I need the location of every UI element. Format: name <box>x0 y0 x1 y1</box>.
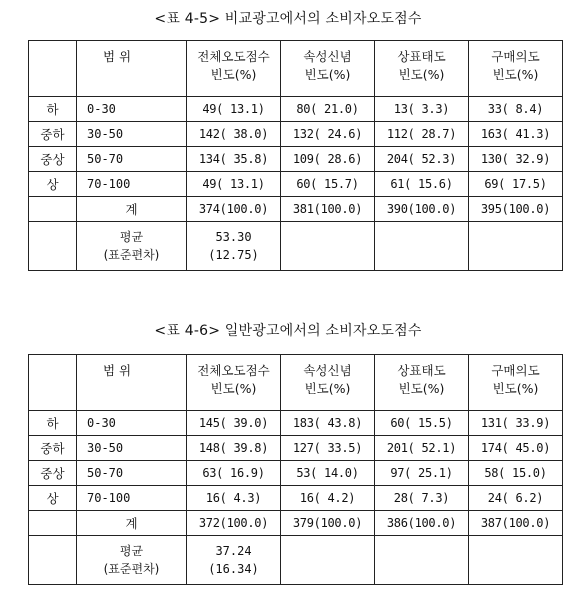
value-cell: 109( 28.6) <box>281 147 375 172</box>
row-label: 중상 <box>29 147 77 172</box>
range-cell: 50-70 <box>77 461 187 486</box>
value-cell: 183( 43.8) <box>281 411 375 436</box>
total-label: 계 <box>77 197 187 222</box>
blank-cell <box>469 222 563 271</box>
value-cell: 60( 15.7) <box>281 172 375 197</box>
header-row <box>29 41 563 97</box>
row-label: 하 <box>29 97 77 122</box>
header-attribute-belief: 속성신념 빈도(%) <box>281 355 375 411</box>
value-cell: 130( 32.9) <box>469 147 563 172</box>
average-label: 평균 (표준편차) <box>77 536 187 585</box>
total-cell: 395(100.0) <box>469 197 563 222</box>
blank-cell <box>281 536 375 585</box>
row-label: 중하 <box>29 122 77 147</box>
total-cell: 386(100.0) <box>375 511 469 536</box>
header-brand-attitude: 상표태도 빈도(%) <box>375 41 469 97</box>
header-purchase-intent: 구매의도 빈도(%) <box>469 41 563 97</box>
value-cell: 80( 21.0) <box>281 97 375 122</box>
header-attribute-belief: 속성신념 빈도(%) <box>281 41 375 97</box>
value-cell: 16( 4.2) <box>281 486 375 511</box>
range-cell: 50-70 <box>77 147 187 172</box>
value-cell: 127( 33.5) <box>281 436 375 461</box>
value-cell: 60( 15.5) <box>375 411 469 436</box>
header-blank-cell <box>29 41 77 97</box>
header-range: 범 위 <box>77 355 187 411</box>
average-value: 53.30 (12.75) <box>187 222 281 271</box>
value-cell: 163( 41.3) <box>469 122 563 147</box>
blank-cell <box>281 222 375 271</box>
header-purchase-intent: 구매의도 빈도(%) <box>469 355 563 411</box>
value-cell: 131( 33.9) <box>469 411 563 436</box>
value-cell: 145( 39.0) <box>187 411 281 436</box>
value-cell: 201( 52.1) <box>375 436 469 461</box>
total-cell: 379(100.0) <box>281 511 375 536</box>
value-cell: 63( 16.9) <box>187 461 281 486</box>
table-row <box>29 122 563 147</box>
header-brand-attitude: 상표태도 빈도(%) <box>375 355 469 411</box>
row-label: 중하 <box>29 436 77 461</box>
row-label: 하 <box>29 411 77 436</box>
table-row <box>29 147 563 172</box>
total-row <box>29 511 563 536</box>
header-total-score: 전체오도점수 빈도(%) <box>187 355 281 411</box>
value-cell: 53( 14.0) <box>281 461 375 486</box>
average-row <box>29 222 563 271</box>
total-cell: 381(100.0) <box>281 197 375 222</box>
range-cell: 30-50 <box>77 436 187 461</box>
value-cell: 204( 52.3) <box>375 147 469 172</box>
value-cell: 97( 25.1) <box>375 461 469 486</box>
value-cell: 28( 7.3) <box>375 486 469 511</box>
value-cell: 58( 15.0) <box>469 461 563 486</box>
value-cell: 33( 8.4) <box>469 97 563 122</box>
table-row <box>29 486 563 511</box>
table-caption: <표 4-6> 일반광고에서의 소비자오도점수 <box>154 323 422 339</box>
range-cell: 0-30 <box>77 411 187 436</box>
value-cell: 61( 15.6) <box>375 172 469 197</box>
header-range: 범 위 <box>77 41 187 97</box>
header-total-score: 전체오도점수 빈도(%) <box>187 41 281 97</box>
table-row <box>29 411 563 436</box>
header-row <box>29 355 563 411</box>
data-table-comparative-ads <box>28 40 563 271</box>
average-row <box>29 536 563 585</box>
range-cell: 70-100 <box>77 486 187 511</box>
blank-cell <box>29 536 77 585</box>
blank-cell <box>29 197 77 222</box>
header-blank-cell <box>29 355 77 411</box>
value-cell: 112( 28.7) <box>375 122 469 147</box>
blank-cell <box>375 536 469 585</box>
blank-cell <box>375 222 469 271</box>
average-value: 37.24 (16.34) <box>187 536 281 585</box>
total-cell: 374(100.0) <box>187 197 281 222</box>
table-row <box>29 461 563 486</box>
value-cell: 148( 39.8) <box>187 436 281 461</box>
range-cell: 0-30 <box>77 97 187 122</box>
total-label: 계 <box>77 511 187 536</box>
row-label: 상 <box>29 172 77 197</box>
value-cell: 142( 38.0) <box>187 122 281 147</box>
table-row <box>29 436 563 461</box>
blank-cell <box>469 536 563 585</box>
value-cell: 49( 13.1) <box>187 172 281 197</box>
total-cell: 372(100.0) <box>187 511 281 536</box>
value-cell: 69( 17.5) <box>469 172 563 197</box>
data-table-general-ads <box>28 354 563 585</box>
value-cell: 134( 35.8) <box>187 147 281 172</box>
average-label: 평균 (표준편차) <box>77 222 187 271</box>
value-cell: 132( 24.6) <box>281 122 375 147</box>
table-row <box>29 97 563 122</box>
total-row <box>29 197 563 222</box>
total-cell: 387(100.0) <box>469 511 563 536</box>
value-cell: 13( 3.3) <box>375 97 469 122</box>
table-caption: <표 4-5> 비교광고에서의 소비자오도점수 <box>154 11 422 27</box>
value-cell: 174( 45.0) <box>469 436 563 461</box>
blank-cell <box>29 222 77 271</box>
range-cell: 30-50 <box>77 122 187 147</box>
blank-cell <box>29 511 77 536</box>
value-cell: 24( 6.2) <box>469 486 563 511</box>
table-row <box>29 172 563 197</box>
value-cell: 16( 4.3) <box>187 486 281 511</box>
range-cell: 70-100 <box>77 172 187 197</box>
value-cell: 49( 13.1) <box>187 97 281 122</box>
row-label: 상 <box>29 486 77 511</box>
row-label: 중상 <box>29 461 77 486</box>
total-cell: 390(100.0) <box>375 197 469 222</box>
